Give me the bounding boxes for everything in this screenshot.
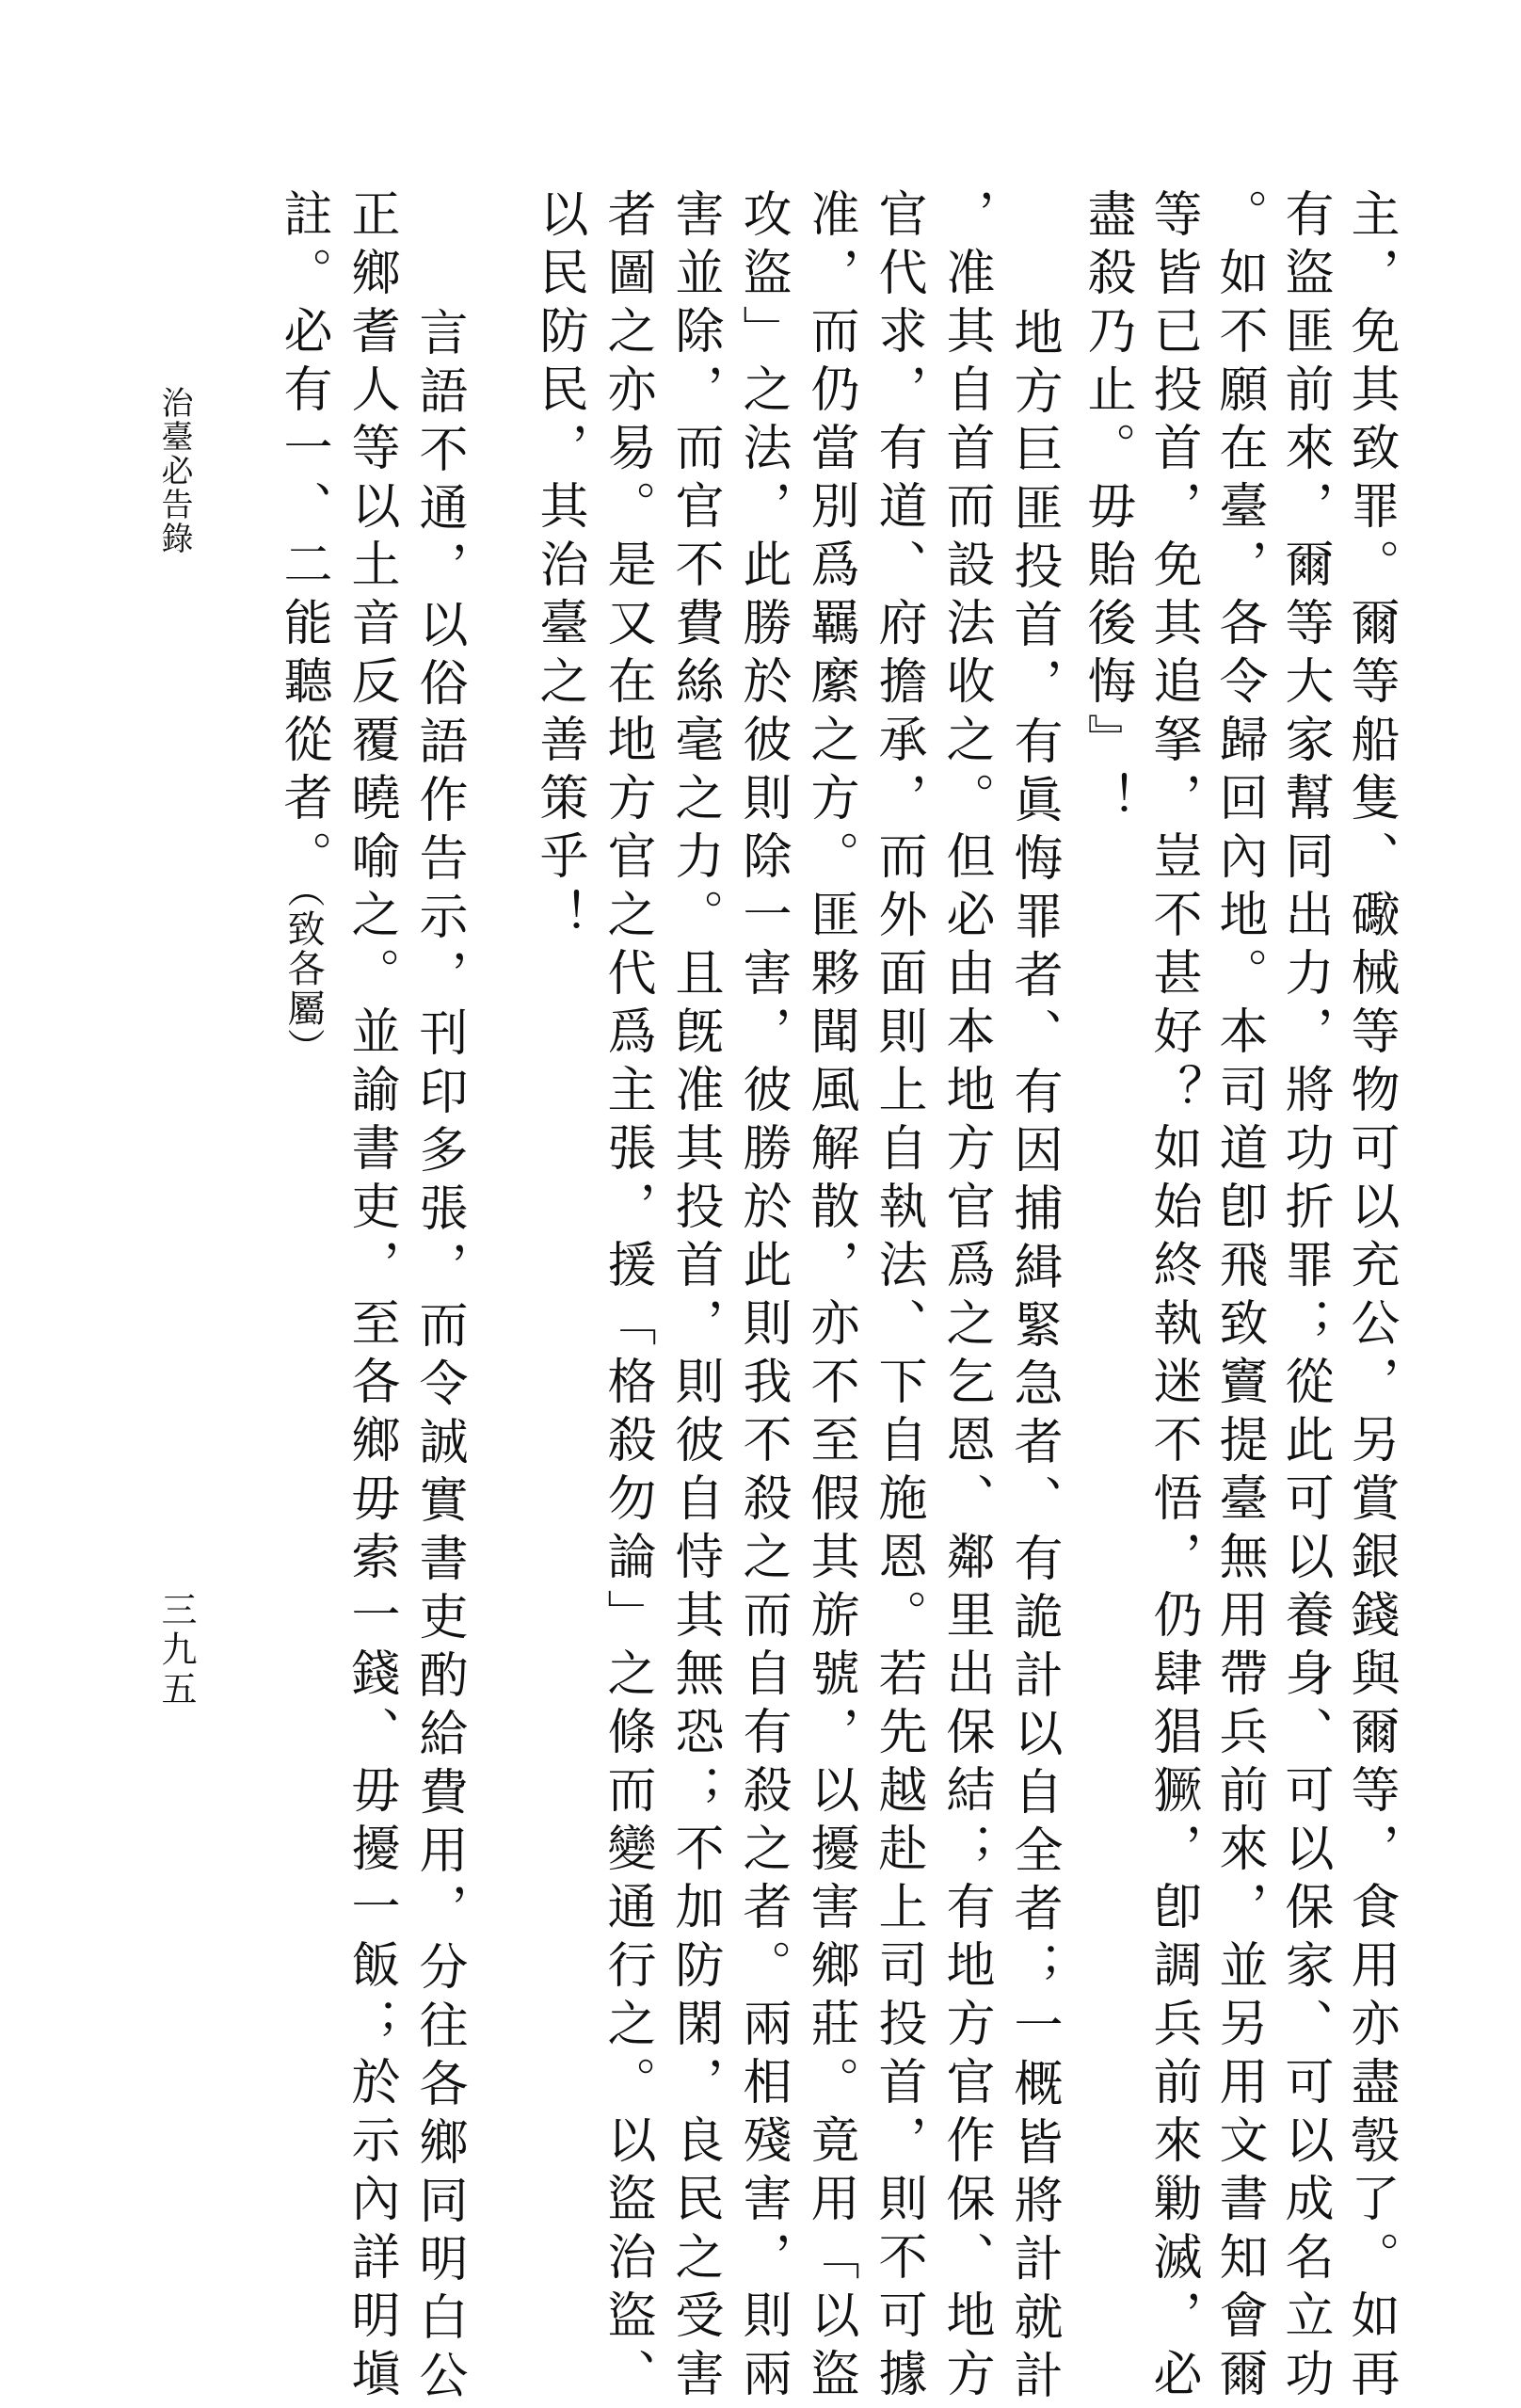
text-column-12: 者圖之亦易。是又在地方官之代爲主張，援「格殺勿論」之條而變通行之。以盜治盜、	[599, 188, 655, 2406]
text-column-10: 攻盜」之法，此勝於彼則除一害，彼勝於此則我不殺之而自有殺之者。兩相殘害，則兩	[734, 188, 791, 2406]
text-column-15: 正鄉耆人等以土音反覆曉喻之。並諭書吏，至各鄉毋索一錢、毋擾一飯；於示內詳明塡	[343, 188, 399, 2406]
text-column-4: 等皆已投首，免其追拏，豈不甚好？如始終執迷不悟，仍肆猖獗，卽調兵前來勦滅，必	[1145, 188, 1201, 2406]
running-title: 治臺必告錄	[155, 386, 193, 555]
text-column-5: 盡殺乃止。毋貽後悔』！	[1079, 188, 1135, 830]
text-column-7: ，准其自首而設法收之。但必由本地方官爲之乞恩、鄰里出保結；有地方官作保、地方	[937, 188, 994, 2406]
text-column-6: 地方巨匪投首，有眞悔罪者、有因捕緝緊急者、有詭計以自全者；一概皆將計就計	[1005, 307, 1062, 2408]
text-column-2: 有盜匪前來，爾等大家幫同出力，將功折罪；從此可以養身、可以保家、可以成名立功	[1276, 188, 1333, 2406]
text-column-14: 言語不通，以俗語作告示，刊印多張，而令誠實書吏酌給費用，分往各鄉同明白公	[410, 307, 467, 2408]
text-column-1: 主，免其致罪。爾等船隻、礮械等物可以充公，另賞銀錢與爾等，食用亦盡彀了。如再	[1342, 188, 1399, 2406]
text-column-16: 註。必有一、二能聽從者。（致各屬）	[275, 188, 331, 1068]
text-column-8: 官代求，有道、府擔承，而外面則上自執法、下自施恩。若先越赴上司投首，則不可據	[870, 188, 926, 2406]
page-number: 三九五	[155, 1591, 197, 1710]
text-column-13: 以民防民，其治臺之善策乎！	[531, 188, 587, 947]
text-column-11: 害並除，而官不費絲毫之力。且旣准其投首，則彼自恃其無恐；不加防閑，良民之受害	[666, 188, 723, 2406]
text-column-9: 准，而仍當別爲羈縻之方。匪夥聞風解散，亦不至假其旂號，以擾害鄉莊。竟用「以盜	[802, 188, 858, 2406]
source-note: （致各屬）	[281, 889, 325, 1068]
text-column-3: 。如不願在臺，各令歸回內地。本司道卽飛致竇提臺無用帶兵前來，並另用文書知會爾	[1210, 188, 1267, 2406]
